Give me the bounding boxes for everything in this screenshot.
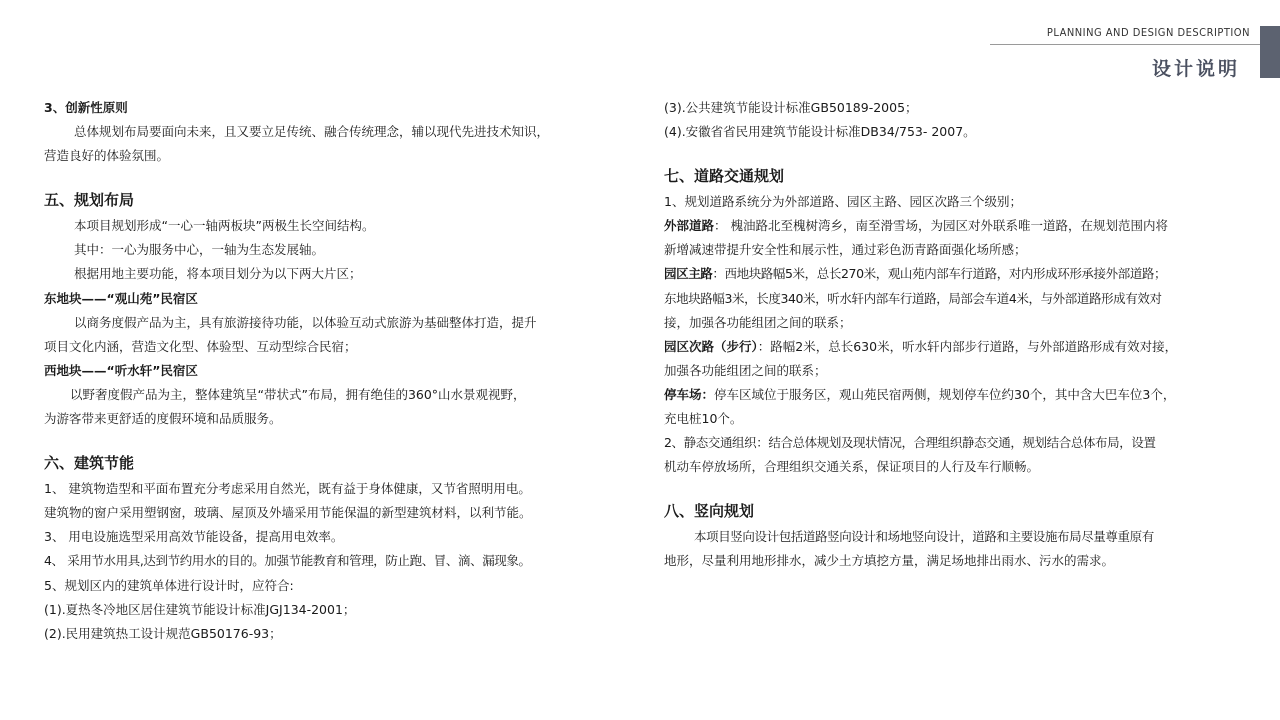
standard-item: (3).公共建筑节能设计标准GB50189-2005；	[664, 100, 918, 115]
header-divider	[990, 44, 1260, 45]
parking-text: 停车区域位于服务区，观山苑民宿两侧，规划停车位约30个，其中含大巴车位3个，	[714, 386, 1176, 402]
innovation-text-line: 营造良好的体验氛围。	[44, 148, 170, 164]
energy-item: 4、 采用节水用具,达到节约用水的目的。加强节能教育和管理，防止跑、冒、滴、漏现象。	[44, 553, 531, 569]
header-english-title: PLANNING AND DESIGN DESCRIPTION	[1046, 26, 1250, 39]
secondary-road-label: 园区次路（步行）	[664, 338, 758, 354]
secondary-road-text: ：路幅2米，总长630米，听水轩内部步行道路，与外部道路形成有效对接，	[757, 338, 1178, 354]
static-traffic-text: 2、静态交通组织：结合总体规划及现状情况，合理组织静态交通，规划结合总体布局，设置	[664, 435, 1156, 451]
main-road-line	[664, 262, 1224, 286]
east-block-text: 项目文化内涵，营造文化型、体验型、互动型综合民宿；	[44, 338, 357, 354]
energy-item: 3、 用电设施选型采用高效节能设备，提高用电效率。	[44, 529, 344, 545]
standard-item: (2).民用建筑热工设计规范GB50176-93；	[44, 625, 282, 641]
section-heading-traffic: 七、道路交通规划	[664, 167, 785, 186]
section-heading-vertical: 八、竖向规划	[664, 502, 755, 521]
right-column	[664, 96, 1224, 574]
left-column	[44, 96, 604, 646]
east-block-text: 以商务度假产品为主，具有旅游接待功能，以体验互动式旅游为基础整体打造，提升	[74, 314, 537, 330]
main-road-text: ：西地块路幅5米，总长270米，观山苑内部车行道路，对内形成环形承接外部道路；	[712, 266, 1167, 282]
main-road-text: 东地块路幅3米，长度340米，听水轩内部车行道路，局部会车道4米，与外部道路形成有效对	[664, 290, 1162, 306]
external-road-text: 新增减速带提升安全性和展示性，通过彩色沥青路面强化场所感；	[664, 242, 1027, 258]
external-road-text: ： 槐油路北至槐树湾乡，南至滑雪场，为园区对外联系唯一道路，在规划范围内将	[714, 218, 1168, 234]
innovation-text-line: 总体规划布局要面向未来，且又要立足传统、融合传统理念，辅以现代先进技术知识，	[74, 124, 550, 140]
parking-line	[664, 383, 1224, 407]
energy-item: 5、规划区内的建筑单体进行设计时，应符合:	[44, 577, 294, 593]
section-heading-energy: 六、建筑节能	[44, 454, 135, 473]
external-road-line	[664, 214, 1224, 238]
header-accent-bar	[1260, 26, 1280, 78]
secondary-road-text: 加强各功能组团之间的联系；	[664, 362, 827, 378]
west-block-text: 为游客带来更舒适的度假环境和品质服务。	[44, 411, 282, 427]
section-heading-layout: 五、规划布局	[44, 191, 135, 210]
static-traffic-text: 机动车停放场所，合理组织交通关系，保证项目的人行及车行顺畅。	[664, 459, 1040, 475]
traffic-text: 1、规划道路系统分为外部道路、园区主路、园区次路三个级别；	[664, 194, 1022, 210]
vertical-text: 地形，尽量利用地形排水，减少土方填挖方量，满足场地排出雨水、污水的需求。	[664, 553, 1115, 569]
main-road-label: 园区主路	[664, 266, 713, 282]
external-road-label: 外部道路	[664, 218, 715, 234]
layout-paragraph: 其中：一心为服务中心，一轴为生态发展轴。	[74, 242, 325, 258]
west-block-title: 西地块——“听水轩”民宿区	[44, 362, 198, 378]
main-road-text: 接，加强各功能组团之间的联系；	[664, 314, 852, 330]
standard-item: (1).夏热冬冷地区居住建筑节能设计标准JGJ134-2001；	[44, 601, 356, 617]
vertical-text: 本项目竖向设计包括道路竖向设计和场地竖向设计，道路和主要设施布局尽量尊重原有	[694, 529, 1154, 545]
parking-text: 充电桩10个。	[664, 411, 743, 427]
standard-item: (4).安徽省省民用建筑节能设计标准DB34/753- 2007。	[664, 124, 976, 140]
energy-item: 1、 建筑物造型和平面布置充分考虑采用自然光，既有益于身体健康，又节省照明用电。	[44, 481, 531, 497]
parking-label: 停车场：	[664, 386, 715, 402]
layout-paragraph: 本项目规划形成“一心一轴两板块”两极生长空间结构。	[74, 218, 375, 234]
energy-item: 建筑物的窗户采用塑钢窗，玻璃、屋顶及外墙采用节能保温的新型建筑材料，以利节能。	[44, 505, 532, 521]
innovation-title: 3、创新性原则	[44, 100, 128, 115]
secondary-road-line	[664, 335, 1224, 359]
west-block-text: 以野奢度假产品为主，整体建筑呈“带状式”布局，拥有绝佳的360°山水景观视野，	[70, 386, 526, 402]
header-chinese-title: 设计说明	[1151, 58, 1240, 80]
east-block-title: 东地块——“观山苑”民宿区	[44, 290, 198, 306]
layout-paragraph: 根据用地主要功能，将本项目划分为以下两大片区；	[74, 266, 362, 282]
